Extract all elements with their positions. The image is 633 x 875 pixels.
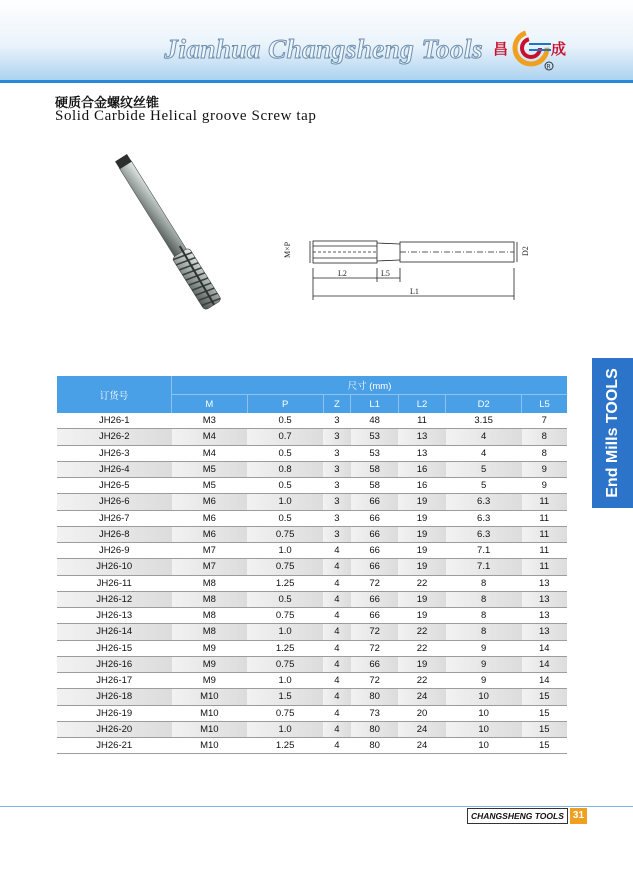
- table-cell: 4: [323, 608, 351, 624]
- table-cell: 4: [323, 543, 351, 559]
- table-cell: 1.0: [247, 494, 323, 510]
- spec-table: [57, 376, 567, 754]
- table-cell: M4: [172, 445, 248, 461]
- table-cell: 13: [522, 591, 567, 607]
- svg-text:R: R: [546, 63, 551, 71]
- table-cell: 20: [398, 705, 445, 721]
- table-cell: 19: [398, 494, 445, 510]
- table-cell: 9: [446, 656, 522, 672]
- table-cell: 0.75: [247, 526, 323, 542]
- table-cell: 4: [323, 559, 351, 575]
- table-cell: 66: [351, 559, 398, 575]
- side-tab-label: End Mills TOOLS: [603, 368, 621, 498]
- table-cell: 0.7: [247, 429, 323, 445]
- table-row: [57, 705, 567, 721]
- footer-brand: CHANGSHENG TOOLS: [467, 808, 568, 824]
- table-cell: 4: [323, 591, 351, 607]
- table-cell: M6: [172, 494, 248, 510]
- table-cell: 14: [522, 656, 567, 672]
- table-cell: 22: [398, 673, 445, 689]
- table-row: [57, 510, 567, 526]
- order-code-cell: JH26-15: [57, 640, 172, 656]
- table-cell: 11: [522, 510, 567, 526]
- table-cell: M7: [172, 543, 248, 559]
- table-cell: 58: [351, 461, 398, 477]
- table-cell: M5: [172, 478, 248, 494]
- table-cell: 13: [398, 445, 445, 461]
- dimension-group-header: 尺寸 (mm): [172, 376, 568, 395]
- table-cell: 14: [522, 673, 567, 689]
- table-cell: 22: [398, 640, 445, 656]
- table-cell: 1.0: [247, 543, 323, 559]
- table-cell: 66: [351, 510, 398, 526]
- company-logo: [493, 28, 573, 78]
- table-cell: 0.5: [247, 510, 323, 526]
- table-cell: 4: [323, 656, 351, 672]
- table-cell: M10: [172, 705, 248, 721]
- table-cell: 11: [398, 413, 445, 429]
- screw-tap-photo: [90, 150, 250, 325]
- side-section-tab: [592, 358, 633, 508]
- table-cell: 11: [522, 559, 567, 575]
- column-header: L1: [351, 395, 398, 414]
- table-cell: 7.1: [446, 543, 522, 559]
- table-cell: 11: [522, 526, 567, 542]
- table-cell: 0.75: [247, 656, 323, 672]
- column-header: D2: [446, 395, 522, 414]
- table-cell: 19: [398, 559, 445, 575]
- table-cell: 10: [446, 721, 522, 737]
- brand-title: Jianhua Changsheng Tools: [164, 34, 483, 64]
- table-cell: 53: [351, 429, 398, 445]
- table-cell: 24: [398, 689, 445, 705]
- table-cell: M8: [172, 575, 248, 591]
- order-code-cell: JH26-21: [57, 738, 172, 754]
- order-code-cell: JH26-10: [57, 559, 172, 575]
- page-footer: [467, 808, 587, 824]
- table-cell: 4: [323, 575, 351, 591]
- column-header: L5: [522, 395, 567, 414]
- table-row: [57, 478, 567, 494]
- table-cell: 0.75: [247, 705, 323, 721]
- column-header: M: [172, 395, 248, 414]
- order-code-cell: JH26-7: [57, 510, 172, 526]
- table-row: [57, 689, 567, 705]
- order-code-cell: JH26-3: [57, 445, 172, 461]
- table-cell: 0.75: [247, 608, 323, 624]
- table-row: [57, 543, 567, 559]
- table-cell: 8: [446, 591, 522, 607]
- table-cell: 14: [522, 640, 567, 656]
- table-cell: 72: [351, 624, 398, 640]
- table-cell: 3: [323, 429, 351, 445]
- table-cell: M10: [172, 721, 248, 737]
- table-cell: 0.8: [247, 461, 323, 477]
- table-cell: 66: [351, 526, 398, 542]
- order-code-cell: JH26-12: [57, 591, 172, 607]
- table-cell: M10: [172, 738, 248, 754]
- table-cell: 53: [351, 445, 398, 461]
- table-row: [57, 429, 567, 445]
- table-row: [57, 445, 567, 461]
- table-cell: 4: [323, 721, 351, 737]
- table-cell: 22: [398, 575, 445, 591]
- table-row: [57, 673, 567, 689]
- table-cell: 58: [351, 478, 398, 494]
- table-cell: 19: [398, 656, 445, 672]
- order-code-cell: JH26-17: [57, 673, 172, 689]
- dimension-drawing: [278, 230, 538, 310]
- table-cell: M6: [172, 526, 248, 542]
- column-header: L2: [398, 395, 445, 414]
- table-cell: 24: [398, 721, 445, 737]
- order-code-cell: JH26-1: [57, 413, 172, 429]
- table-cell: 22: [398, 624, 445, 640]
- table-row: [57, 640, 567, 656]
- table-cell: 5: [446, 461, 522, 477]
- table-cell: 19: [398, 591, 445, 607]
- page-number: 31: [570, 808, 587, 824]
- spec-table-body: [57, 413, 567, 754]
- product-title-cn: 硬质合金螺纹丝锥: [55, 96, 160, 111]
- table-cell: M9: [172, 673, 248, 689]
- table-cell: 72: [351, 575, 398, 591]
- table-cell: M8: [172, 591, 248, 607]
- table-cell: 3: [323, 461, 351, 477]
- table-cell: 48: [351, 413, 398, 429]
- table-cell: 1.0: [247, 673, 323, 689]
- table-cell: 72: [351, 673, 398, 689]
- table-cell: 8: [522, 445, 567, 461]
- label-l1: L1: [410, 287, 419, 296]
- order-code-cell: JH26-13: [57, 608, 172, 624]
- table-row: [57, 624, 567, 640]
- table-cell: 5: [446, 478, 522, 494]
- table-cell: 66: [351, 608, 398, 624]
- table-cell: 80: [351, 721, 398, 737]
- table-cell: 8: [446, 624, 522, 640]
- table-cell: 6.3: [446, 526, 522, 542]
- table-cell: 7.1: [446, 559, 522, 575]
- table-cell: 3: [323, 526, 351, 542]
- table-cell: 6.3: [446, 494, 522, 510]
- table-cell: 19: [398, 526, 445, 542]
- table-cell: 1.25: [247, 738, 323, 754]
- page-header: [0, 0, 633, 82]
- table-cell: 73: [351, 705, 398, 721]
- table-cell: M8: [172, 624, 248, 640]
- table-cell: 7: [522, 413, 567, 429]
- order-code-cell: JH26-18: [57, 689, 172, 705]
- table-cell: 13: [398, 429, 445, 445]
- table-row: [57, 721, 567, 737]
- table-cell: 3: [323, 445, 351, 461]
- footer-divider: [0, 806, 633, 807]
- order-number-header: 订货号: [57, 376, 172, 413]
- table-cell: 10: [446, 738, 522, 754]
- table-cell: 3: [323, 494, 351, 510]
- table-cell: 1.25: [247, 575, 323, 591]
- order-code-cell: JH26-6: [57, 494, 172, 510]
- table-cell: 13: [522, 575, 567, 591]
- table-cell: 1.0: [247, 624, 323, 640]
- table-cell: 1.25: [247, 640, 323, 656]
- table-cell: 4: [323, 624, 351, 640]
- table-cell: 4: [323, 705, 351, 721]
- table-row: [57, 575, 567, 591]
- table-cell: 15: [522, 738, 567, 754]
- table-cell: 4: [323, 738, 351, 754]
- table-cell: 0.5: [247, 445, 323, 461]
- table-cell: 24: [398, 738, 445, 754]
- table-cell: 19: [398, 608, 445, 624]
- table-cell: 1.0: [247, 721, 323, 737]
- table-cell: 80: [351, 689, 398, 705]
- table-cell: 8: [522, 429, 567, 445]
- order-code-cell: JH26-14: [57, 624, 172, 640]
- table-cell: 4: [323, 673, 351, 689]
- logo-right-char: 成: [551, 40, 567, 58]
- label-l5: L5: [381, 269, 390, 278]
- table-cell: 13: [522, 624, 567, 640]
- table-cell: 8: [446, 575, 522, 591]
- label-dims: M×P: [283, 241, 292, 258]
- table-cell: 0.5: [247, 478, 323, 494]
- order-code-cell: JH26-20: [57, 721, 172, 737]
- table-cell: 10: [446, 689, 522, 705]
- table-cell: 66: [351, 543, 398, 559]
- table-cell: 16: [398, 478, 445, 494]
- table-cell: 3: [323, 413, 351, 429]
- table-cell: M9: [172, 656, 248, 672]
- order-code-cell: JH26-4: [57, 461, 172, 477]
- table-cell: 72: [351, 640, 398, 656]
- table-cell: 9: [522, 478, 567, 494]
- table-row: [57, 591, 567, 607]
- table-cell: 13: [522, 608, 567, 624]
- table-cell: 9: [446, 640, 522, 656]
- table-cell: 66: [351, 591, 398, 607]
- table-cell: 0.75: [247, 559, 323, 575]
- table-cell: 16: [398, 461, 445, 477]
- order-code-cell: JH26-9: [57, 543, 172, 559]
- label-l2: L2: [338, 269, 347, 278]
- table-cell: M10: [172, 689, 248, 705]
- label-d2: D2: [521, 246, 530, 256]
- table-row: [57, 608, 567, 624]
- order-code-cell: JH26-2: [57, 429, 172, 445]
- table-cell: 8: [446, 608, 522, 624]
- table-cell: 3: [323, 478, 351, 494]
- table-cell: 10: [446, 705, 522, 721]
- table-cell: 4: [323, 689, 351, 705]
- table-cell: 66: [351, 494, 398, 510]
- table-cell: 1.5: [247, 689, 323, 705]
- table-cell: 4: [446, 445, 522, 461]
- table-cell: 3.15: [446, 413, 522, 429]
- table-cell: M8: [172, 608, 248, 624]
- table-cell: 66: [351, 656, 398, 672]
- table-cell: 11: [522, 543, 567, 559]
- table-cell: 0.5: [247, 591, 323, 607]
- table-cell: M6: [172, 510, 248, 526]
- order-code-cell: JH26-16: [57, 656, 172, 672]
- header-divider: [0, 80, 633, 83]
- column-header: Z: [323, 395, 351, 414]
- table-cell: 4: [323, 640, 351, 656]
- table-row: [57, 461, 567, 477]
- table-cell: 11: [522, 494, 567, 510]
- table-cell: 9: [446, 673, 522, 689]
- product-title-en: Solid Carbide Helical groove Screw tap: [55, 108, 317, 124]
- table-cell: 4: [446, 429, 522, 445]
- order-code-cell: JH26-19: [57, 705, 172, 721]
- table-row: [57, 526, 567, 542]
- table-cell: M3: [172, 413, 248, 429]
- table-cell: M9: [172, 640, 248, 656]
- table-cell: 15: [522, 705, 567, 721]
- table-cell: M7: [172, 559, 248, 575]
- table-row: [57, 656, 567, 672]
- table-cell: 19: [398, 543, 445, 559]
- table-cell: M5: [172, 461, 248, 477]
- table-row: [57, 413, 567, 429]
- order-code-cell: JH26-11: [57, 575, 172, 591]
- table-cell: 19: [398, 510, 445, 526]
- logo-left-char: 昌: [493, 40, 509, 58]
- order-code-cell: JH26-8: [57, 526, 172, 542]
- table-cell: 6.3: [446, 510, 522, 526]
- table-cell: 80: [351, 738, 398, 754]
- order-code-cell: JH26-5: [57, 478, 172, 494]
- table-cell: M4: [172, 429, 248, 445]
- table-row: [57, 494, 567, 510]
- table-cell: 9: [522, 461, 567, 477]
- table-cell: 15: [522, 721, 567, 737]
- table-cell: 15: [522, 689, 567, 705]
- table-row: [57, 738, 567, 754]
- column-header: P: [247, 395, 323, 414]
- table-cell: 3: [323, 510, 351, 526]
- table-row: [57, 559, 567, 575]
- table-cell: 0.5: [247, 413, 323, 429]
